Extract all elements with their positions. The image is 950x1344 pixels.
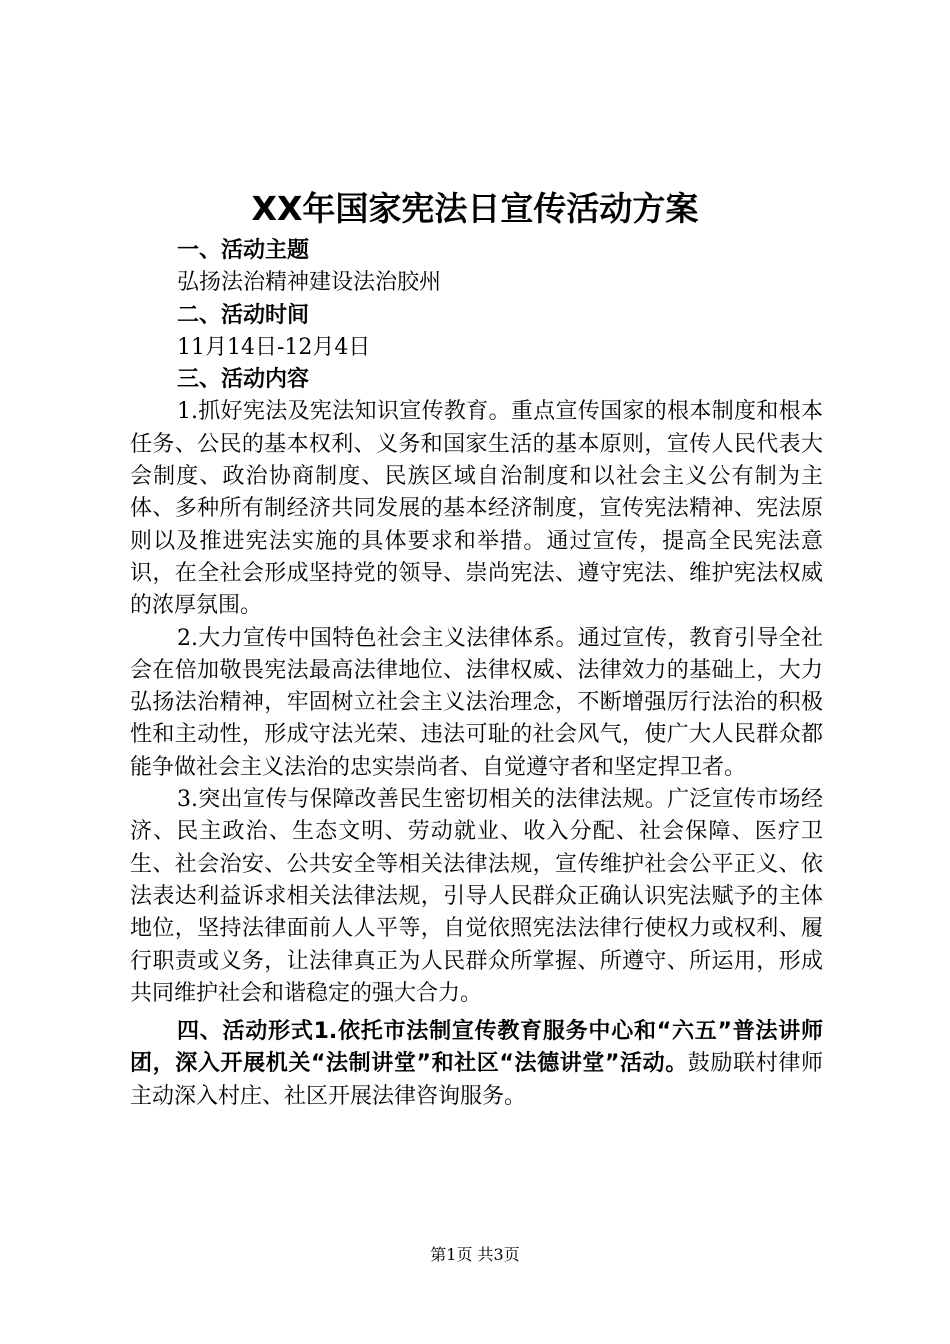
content-item-2: 2.大力宣传中国特色社会主义法律体系。通过宣传，教育引导全社会在倍加敬畏宪法最高法律地位、法律权威、法律效力的基础上，大力弘扬法治精神，牢固树立社会主义法治理念，不断增强厉行法治的积极性和主动性，形成守法光荣、违法可耻的社会风气，使广大人民群众都能争做社会主义法治的忠实崇尚者、自觉遵守者和坚定捍卫者。 (130, 625, 823, 780)
section-form-bold-text: 四、活动形式1.依托市法制宣传教育服务中心和“六五”普法讲师团，深入开展机关“法制讲堂”和社区“法德讲堂”活动。 (130, 1019, 823, 1077)
document-title: XX年国家宪法日宣传活动方案 (251, 189, 699, 228)
section-form-normal-text: 鼓励联村律师主动深入村庄、社区开展法律咨询服务。 (130, 1051, 823, 1109)
page-footer: 第1页 共3页 (430, 1245, 520, 1264)
section-form-paragraph (130, 1016, 823, 1113)
section-heading-time: 二、活动时间 (177, 302, 310, 328)
time-text: 11月14日-12月4日 (177, 334, 371, 360)
document-body (130, 235, 823, 1113)
content-item-3: 3.突出宣传与保障改善民生密切相关的法律法规。广泛宣传市场经济、民主政治、生态文明、劳动就业、收入分配、社会保障、医疗卫生、社会治安、公共安全等相关法律法规，宣传维护社会公平正义、依法表达利益诉求相关法律法规，引导人民群众正确认识宪法赋予的主体地位，坚持法律面前人人平等，自觉依照宪法法律行使权力或权利、履行职责或义务，让法律真正为人民群众所掌握、所遵守、所运用，形成共同维护社会和谐稳定的强大合力。 (130, 787, 823, 1006)
content-item-1: 1.抓好宪法及宪法知识宣传教育。重点宣传国家的根本制度和根本任务、公民的基本权利、义务和国家生活的基本原则，宣传人民代表大会制度、政治协商制度、民族区域自治制度和以社会主义公有制为主体、多种所有制经济共同发展的基本经济制度，宣传宪法精神、宪法原则以及推进宪法实施的具体要求和举措。通过宣传，提高全民宪法意识，在全社会形成坚持党的领导、崇尚宪法、遵守宪法、维护宪法权威的浓厚氛围。 (130, 399, 823, 619)
section-heading-theme: 一、活动主题 (177, 238, 310, 263)
section-heading-content: 三、活动内容 (177, 367, 310, 393)
theme-text: 弘扬法治精神建设法治胶州 (177, 270, 442, 296)
